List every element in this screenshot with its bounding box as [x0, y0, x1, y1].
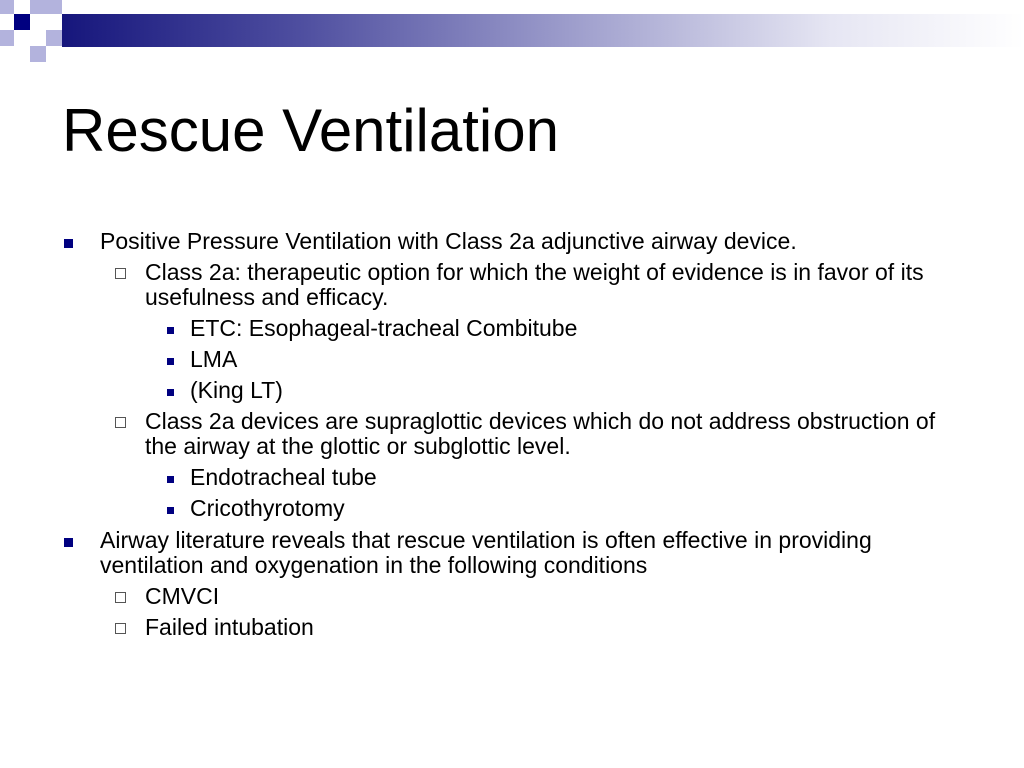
sub-bullet-item — [100, 615, 972, 640]
sub-bullet-text: Failed intubation — [145, 614, 314, 640]
bullet-item — [62, 229, 972, 521]
sub-bullet-item — [100, 260, 972, 403]
sub-sub-bullet-list — [145, 316, 972, 403]
sub-sub-bullet-item — [145, 316, 972, 341]
decor-square — [14, 14, 30, 30]
sub-sub-bullet-item — [145, 496, 972, 521]
slide-content — [62, 222, 972, 640]
sub-bullet-list — [100, 584, 972, 640]
slide-title: Rescue Ventilation — [62, 97, 559, 164]
sub-bullet-list — [100, 260, 972, 521]
sub-sub-bullet-text: Endotracheal tube — [190, 464, 377, 490]
sub-sub-bullet-item — [145, 378, 972, 403]
sub-sub-bullet-list — [145, 465, 972, 521]
decor-square — [30, 46, 46, 62]
sub-bullet-text: Class 2a: therapeutic option for which the weight of evidence is in favor of its usefulness and efficacy. — [145, 259, 924, 310]
sub-sub-bullet-text: ETC: Esophageal-tracheal Combitube — [190, 315, 578, 341]
sub-bullet-text: CMVCI — [145, 583, 220, 609]
decor-square — [46, 30, 62, 46]
sub-sub-bullet-text: LMA — [190, 346, 238, 372]
sub-sub-bullet-text: Cricothyrotomy — [190, 495, 345, 521]
decor-square — [0, 30, 14, 46]
sub-bullet-text: Class 2a devices are supraglottic devices which do not address obstruction of the airway at the glottic or subglottic level. — [145, 408, 936, 459]
bullet-list — [62, 229, 972, 640]
sub-bullet-item — [100, 409, 972, 521]
sub-bullet-item — [100, 584, 972, 609]
sub-sub-bullet-item — [145, 465, 972, 490]
decor-square — [46, 0, 62, 14]
header-gradient-bar — [62, 14, 1024, 47]
decor-square — [14, 0, 30, 14]
bullet-item — [62, 528, 972, 640]
bullet-text: Airway literature reveals that rescue ventilation is often effective in providing ventilation and oxygenation in the following conditions — [100, 527, 872, 578]
sub-sub-bullet-item — [145, 347, 972, 372]
bullet-text: Positive Pressure Ventilation with Class 2a adjunctive airway device. — [100, 228, 797, 254]
sub-sub-bullet-text: (King LT) — [190, 377, 283, 403]
